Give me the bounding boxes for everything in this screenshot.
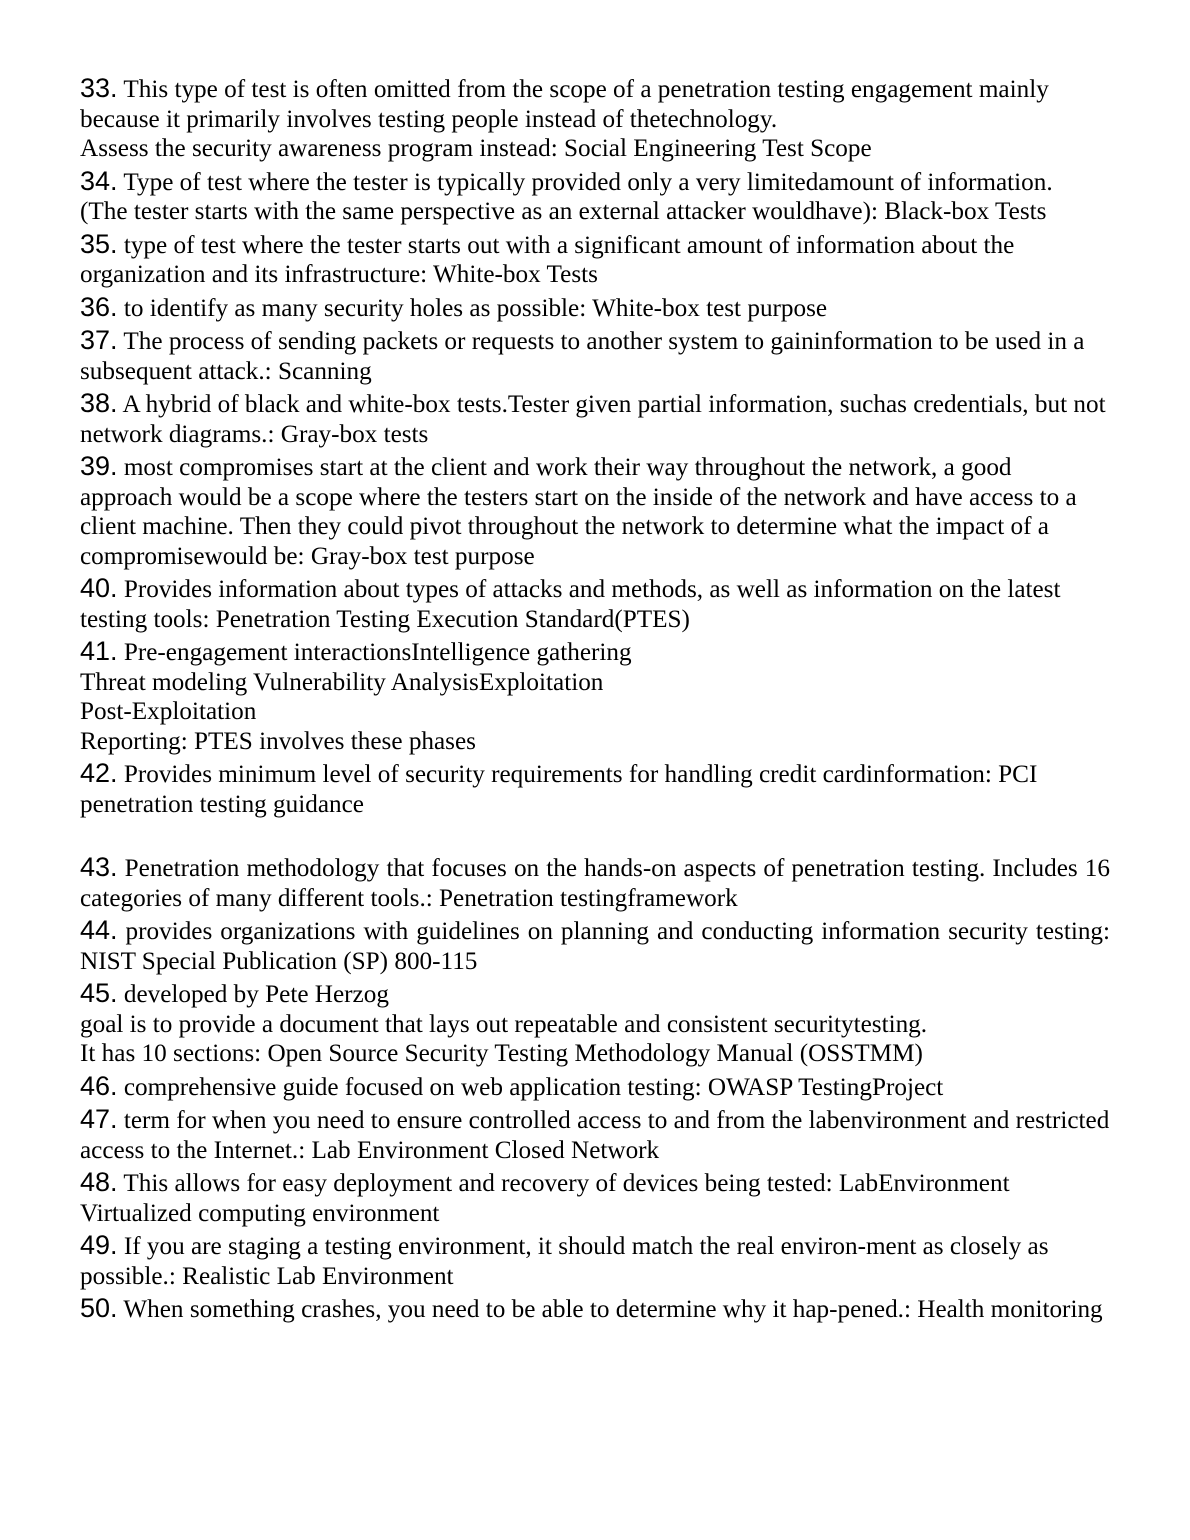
item-text: most compromises start at the client and work their way throughout the network, a good approach would be a scope where the testers start on the inside of the network and have access to a client machine. Then they could pivot throughout the network to determine what the impact of a compromisewould be: Gray-box test purpose	[80, 454, 1077, 570]
entry-first-line	[80, 326, 1110, 386]
entry-first-line	[80, 637, 1110, 668]
item-number: 44.	[80, 915, 118, 945]
item-number: 34.	[80, 165, 118, 196]
list-item-38	[80, 389, 1110, 449]
item-number: 43.	[80, 852, 118, 882]
list-item-35	[80, 230, 1110, 290]
entry-first-line	[80, 452, 1110, 571]
entry-first-line	[80, 74, 1110, 134]
item-number: 38.	[80, 388, 118, 418]
item-text: type of test where the tester starts out with a significant amount of information about the organization and its infrastructure: White-box Tests	[80, 231, 1015, 288]
entry-first-line	[80, 230, 1110, 290]
list-item-39	[80, 452, 1110, 571]
item-number: 47.	[80, 1104, 118, 1134]
list-item-49	[80, 1231, 1110, 1291]
entry-first-line	[80, 1105, 1110, 1165]
entry-first-line	[80, 293, 1110, 324]
entry-first-line	[80, 1231, 1110, 1291]
item-text: Penetration methodology that focuses on the hands-on aspects of penetration testing. Includes 16 categories of many different tools.: Penetration testingframework	[80, 855, 1110, 912]
entry-first-line	[80, 759, 1110, 819]
list-item-48	[80, 1168, 1110, 1228]
item-number: 40.	[80, 573, 118, 603]
list-item-42	[80, 759, 1110, 819]
item-number: 37.	[80, 325, 118, 355]
list-item-46	[80, 1072, 1110, 1103]
section-spacer	[80, 822, 1110, 853]
item-text: If you are staging a testing environment, it should match the real environ-ment as closely as possible.: Realistic Lab Environment	[80, 1233, 1049, 1290]
item-text: developed by Pete Herzog	[123, 981, 389, 1008]
list-item-34	[80, 167, 1110, 227]
item-number: 33.	[80, 73, 118, 103]
item-number: 46.	[80, 1070, 118, 1101]
item-text: This allows for easy deployment and recovery of devices being tested: LabEnvironment Virtualized computing environment	[80, 1170, 1010, 1227]
item-number: 42.	[80, 758, 118, 788]
item-number: 35.	[80, 228, 118, 259]
item-text: Provides minimum level of security requirements for handling credit cardinformation: PCI penetration testing guidance	[80, 761, 1038, 818]
item-text: A hybrid of black and white-box tests.Tester given partial information, suchas credentials, but not network diagrams.: Gray-box tests	[80, 391, 1106, 448]
item-number: 39.	[80, 451, 118, 481]
entry-line: Reporting: PTES involves these phases	[80, 727, 476, 755]
item-text: When something crashes, you need to be able to determine why it hap-pened.: Health monitoring	[123, 1296, 1103, 1323]
entry-first-line	[80, 1072, 1110, 1103]
item-text: comprehensive guide focused on web application testing: OWASP TestingProject	[123, 1073, 944, 1101]
item-number: 50.	[80, 1293, 118, 1323]
item-text: This type of test is often omitted from the scope of a penetration testing engagement mainly because it primarily involves testing people instead of thetechnology.	[80, 76, 1049, 133]
list-item-33	[80, 74, 1110, 164]
item-number: 49.	[80, 1230, 118, 1260]
item-number: 45.	[80, 978, 118, 1008]
list-item-43	[80, 853, 1110, 913]
entry-first-line	[80, 979, 1110, 1010]
item-text: to identify as many security holes as possible: White-box test purpose	[123, 294, 828, 322]
entry-line: Assess the security awareness program instead: Social Engineering Test Scope	[80, 135, 872, 162]
list-item-37	[80, 326, 1110, 386]
entry-line: It has 10 sections: Open Source Security Testing Methodology Manual (OSSTMM)	[80, 1040, 923, 1067]
entry-first-line	[80, 853, 1110, 913]
entry-first-line	[80, 916, 1110, 976]
entry-line: (The tester starts with the same perspective as an external attacker wouldhave): Black-box Tests	[80, 198, 1047, 225]
entry-first-line	[80, 574, 1110, 634]
item-number: 48.	[80, 1167, 118, 1197]
entry-first-line	[80, 1294, 1110, 1325]
item-text: Provides information about types of attacks and methods, as well as information on the latest testing tools: Penetration Testing Execution Standard(PTES)	[80, 576, 1061, 633]
item-text: The process of sending packets or requests to another system to gaininformation to be used in a subsequent attack.: Scanning	[80, 328, 1085, 385]
list-item-44	[80, 916, 1110, 976]
entry-first-line	[80, 1168, 1110, 1228]
list-item-40	[80, 574, 1110, 634]
list-item-45	[80, 979, 1110, 1069]
list-item-47	[80, 1105, 1110, 1165]
entry-line: goal is to provide a document that lays out repeatable and consistent securitytesting.	[80, 1010, 928, 1038]
flashcard-list	[80, 74, 1110, 1328]
item-number: 41.	[80, 636, 118, 666]
list-item-36	[80, 293, 1110, 324]
item-number: 36.	[80, 291, 118, 322]
entry-line: Post-Exploitation	[80, 698, 257, 725]
item-text: Type of test where the tester is typically provided only a very limitedamount of information.	[123, 168, 1053, 196]
entry-first-line	[80, 389, 1110, 449]
item-text: term for when you need to ensure controlled access to and from the labenvironment and restricted access to the Internet.: Lab Environment Closed Network	[80, 1107, 1110, 1164]
entry-first-line	[80, 167, 1110, 198]
item-text: provides organizations with guidelines on planning and conducting information security testing: NIST Special Publication (SP) 800-115	[80, 918, 1110, 975]
list-item-41	[80, 637, 1110, 756]
entry-line: Threat modeling Vulnerability AnalysisExploitation	[80, 668, 604, 696]
item-text: Pre-engagement interactionsIntelligence gathering	[123, 639, 632, 666]
list-item-50	[80, 1294, 1110, 1325]
